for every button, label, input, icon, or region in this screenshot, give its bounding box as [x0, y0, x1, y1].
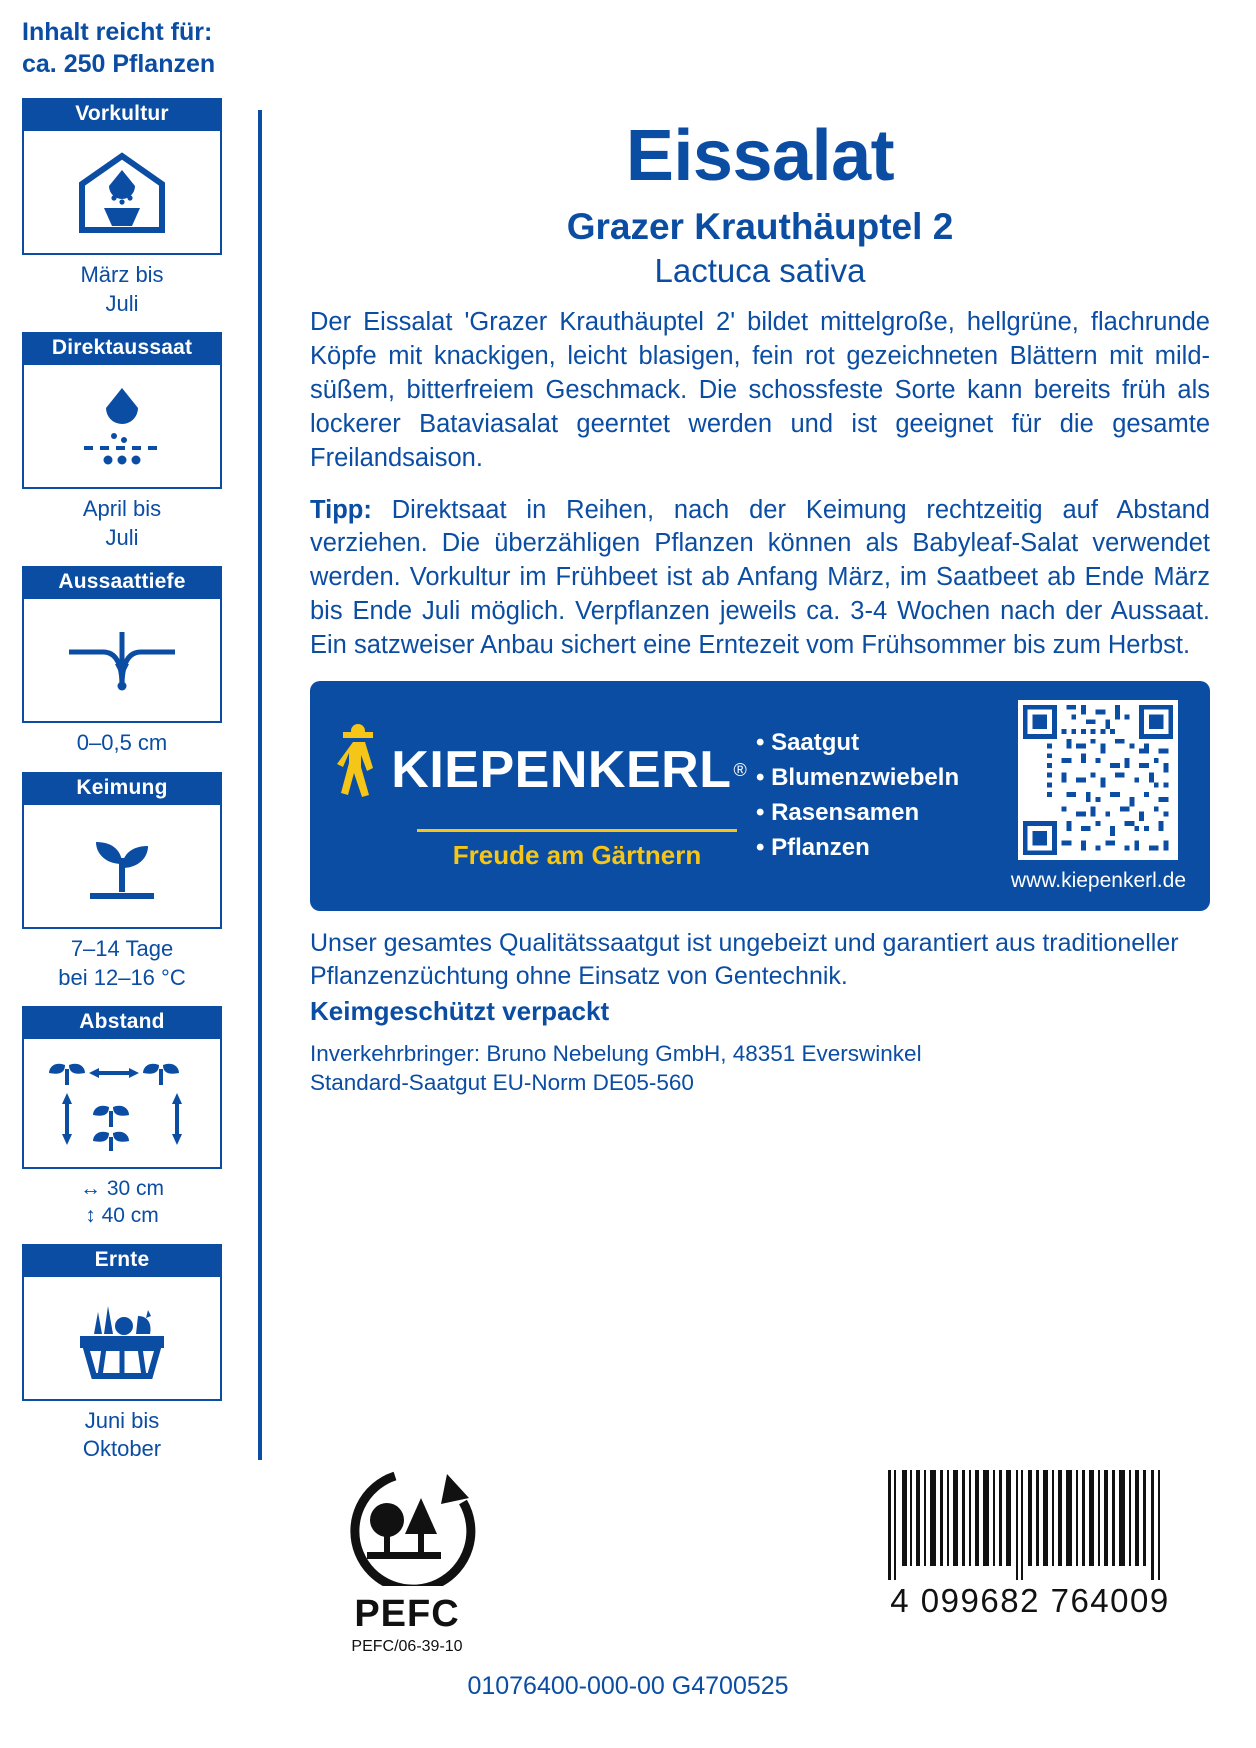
list-item: • Blumenzwiebeln — [756, 761, 1011, 796]
plant-spacing-icon — [22, 1039, 222, 1169]
distributor-text: Inverkehrbringer: Bruno Nebelung GmbH, 48351 Everswinkel — [310, 1041, 922, 1067]
brand-banner — [310, 681, 1210, 911]
brand-slogan: Freude am Gärtnern — [452, 839, 702, 870]
info-block-caption: April bis Juli — [82, 496, 162, 550]
latin-name: Lactuca sativa — [654, 252, 866, 289]
info-block-caption: ↔ 30 cm ↕ 40 cm — [79, 1177, 165, 1228]
variety-name: Grazer Krauthäuptel 2 — [566, 206, 954, 247]
info-block-header: Abstand — [22, 1006, 222, 1039]
info-block-vorkultur — [22, 98, 222, 318]
germination-seedling-icon — [22, 805, 222, 929]
info-block-header: Aussaattiefe — [22, 566, 222, 599]
info-block-header: Ernte — [22, 1244, 222, 1277]
kiepenkerl-figure-icon — [329, 722, 391, 819]
quality-statement: Unser gesamtes Qualitätssaatgut ist ungebeizt und garantiert aus traditioneller Pflanzenzüchtung ohne Einsatz von Gentechnik. — [310, 929, 1179, 990]
qr-group[interactable] — [1011, 700, 1186, 893]
brand-logo-group — [338, 722, 747, 871]
qr-code-icon[interactable] — [1018, 700, 1178, 860]
harvest-crate-icon — [22, 1277, 222, 1401]
brand-row — [329, 722, 746, 819]
info-block-caption: März bis Juli — [80, 262, 164, 316]
pefc-code: PEFC/06-39-10 — [351, 1638, 463, 1655]
article-code: 01076400-000-00 G4700525 — [467, 1672, 789, 1700]
barcode-number: 4 099682 764009 — [890, 1582, 1170, 1619]
culture-info-column — [22, 16, 232, 1478]
sowing-depth-icon — [22, 599, 222, 723]
packaging-note: Keimgeschützt verpackt — [310, 996, 610, 1027]
info-block-caption: 0–0,5 cm — [76, 730, 168, 756]
info-block-aussaattiefe — [22, 566, 222, 758]
barcode-group — [880, 1470, 1180, 1620]
vertical-divider — [258, 110, 262, 1460]
info-block-keimung — [22, 772, 222, 992]
tip-text: Direktsaat in Reihen, nach der Keimung rechtzeitig auf Abstand verziehen. Die überzähligen Pflanzen können als Babyleaf-Salat verwendet werden. Vorkultur im Frühbeet ist ab Anfang März, im Saatbeet ab Ende März bis Ende Juli möglich. Verpflanzen jeweils ca. 3-4 Wochen nach der Aussaat. Ein satzweiser Anbau sichert eine Erntezeit vom Frühsommer bis zum Herbst. — [310, 495, 1210, 660]
website-url[interactable]: www.kiepenkerl.de — [1010, 868, 1186, 892]
info-block-ernte — [22, 1244, 222, 1464]
list-item: • Rasensamen — [756, 796, 1011, 831]
greenhouse-sowing-icon — [22, 131, 222, 255]
pefc-logo-group — [312, 1468, 502, 1656]
list-item: • Saatgut — [756, 726, 1011, 761]
description-text: Der Eissalat 'Grazer Krauthäuptel 2' bildet mittelgroße, hellgrüne, flachrunde Köpfe mit knackigen, leicht blasigen, fein rot gezeichneten Blättern mit mild-süßem, bitterfreiem Geschmack. Die schossfeste Sorte kann bereits früh als lockerer Bataviasalat geerntet werden und ist geeignet für die gesamte Freilandsaison. — [310, 308, 1210, 472]
page-title: Eissalat — [625, 116, 895, 196]
tip-paragraph — [310, 494, 1210, 664]
info-block-header: Keimung — [22, 772, 222, 805]
pefc-label: PEFC — [354, 1593, 460, 1635]
pefc-tree-icon — [337, 1573, 477, 1590]
registered-mark: ® — [733, 759, 747, 780]
barcode-icon — [880, 1470, 1170, 1580]
list-item: • Pflanzen — [756, 831, 1011, 866]
tip-label: Tipp: — [310, 495, 372, 524]
brand-name: KIEPENKERL — [391, 741, 732, 800]
main-content-column — [310, 116, 1210, 1098]
standard-text: Standard-Saatgut EU-Norm DE05-560 — [310, 1070, 694, 1096]
info-block-header: Direktaussaat — [22, 332, 222, 365]
info-block-caption: 7–14 Tage bei 12–16 °C — [58, 935, 186, 990]
direct-sowing-icon — [22, 365, 222, 489]
info-block-caption: Juni bis Oktober — [82, 1407, 162, 1462]
content-quantity-text: Inhalt reicht für: ca. 250 Pflanzen — [22, 18, 216, 78]
brand-divider — [417, 829, 737, 832]
info-block-abstand — [22, 1006, 222, 1230]
info-block-direktaussaat — [22, 332, 222, 552]
info-block-header: Vorkultur — [22, 98, 222, 131]
product-category-list — [756, 726, 1011, 865]
